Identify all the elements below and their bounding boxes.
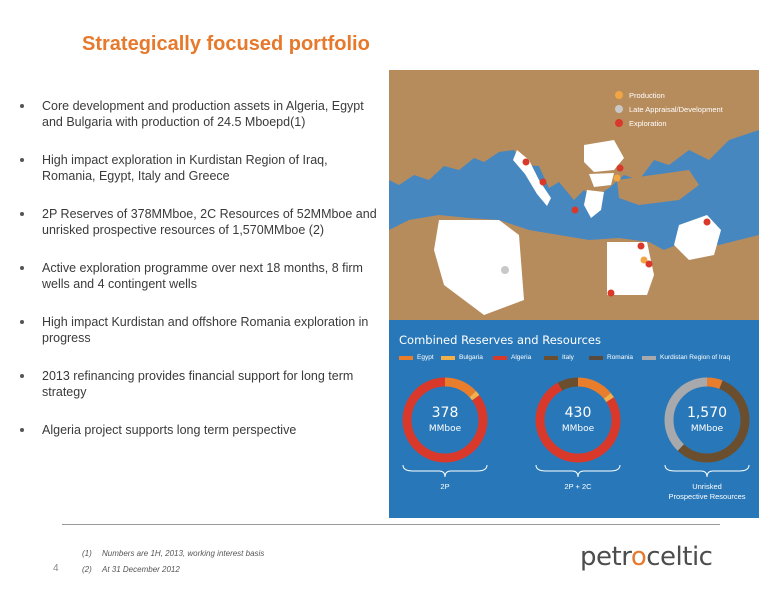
footnote — [82, 546, 264, 562]
legend-label: Egypt — [417, 354, 434, 361]
brace-2p-2c — [536, 465, 620, 477]
exploration-marker — [540, 179, 547, 186]
bullet-item — [20, 206, 382, 260]
bullet-text: Active exploration programme over next 18 months, 8 firm wells and 4 contingent wells — [42, 261, 363, 291]
egypt-highlight — [607, 242, 654, 295]
bullet-text: 2013 refinancing provides financial support for long term strategy — [42, 369, 354, 399]
legend-swatch — [642, 356, 656, 360]
appraisal-swatch — [615, 105, 623, 113]
legend-item-egypt — [399, 354, 434, 361]
legend-exploration — [615, 116, 723, 130]
donut-label-line: 2P + 2C — [564, 482, 592, 491]
bullet-dot — [20, 104, 24, 108]
bullet-item — [20, 152, 382, 206]
production-swatch — [615, 91, 623, 99]
logo-text: petr — [580, 542, 631, 572]
donut-value-block — [400, 405, 490, 434]
reserves-title: Combined Reserves and Resources — [399, 333, 601, 347]
donut-label-prospective — [652, 482, 762, 502]
mediterranean-map — [389, 70, 759, 320]
footnote-number: (1) — [82, 549, 92, 558]
bullet-dot — [20, 320, 24, 324]
reserves-section — [389, 320, 759, 518]
footnotes — [82, 546, 264, 578]
appraisal-marker — [501, 266, 509, 274]
bullet-text: Core development and production assets in Algeria, Egypt and Bulgaria with production of 24.5 Mboepd(1) — [42, 99, 364, 129]
bullet-dot — [20, 428, 24, 432]
footnote — [82, 562, 264, 578]
legend-label: Algeria — [511, 354, 532, 361]
legend-production — [615, 88, 723, 102]
donut-label-line: 2P — [440, 482, 450, 491]
donut-label-2p — [390, 482, 500, 492]
bullet-text: Algeria project supports long term perspective — [42, 423, 297, 437]
bullet-text: High impact Kurdistan and offshore Romania exploration in progress — [42, 315, 369, 345]
page-number: 4 — [53, 563, 59, 574]
legend-label: Bulgaria — [459, 354, 483, 361]
bullet-item — [20, 314, 382, 368]
legend-item-romania — [589, 354, 633, 361]
portfolio-panel — [389, 70, 759, 518]
bullet-text: 2P Reserves of 378MMboe, 2C Resources of 52MMboe and unrisked prospective resources of 1,570MMboe (2) — [42, 207, 377, 237]
exploration-marker — [523, 159, 530, 166]
petroceltic-logo — [580, 542, 712, 572]
bullet-dot — [20, 374, 24, 378]
legend-swatch — [493, 356, 507, 360]
footer-divider — [62, 524, 720, 525]
donut-unit: MMboe — [561, 424, 595, 434]
legend-item-kurdistan — [642, 354, 730, 361]
exploration-marker — [572, 207, 579, 214]
exploration-marker — [704, 219, 711, 226]
legend-swatch — [441, 356, 455, 360]
legend-label: Production — [629, 90, 665, 100]
exploration-marker — [638, 243, 645, 250]
donut-unit: MMboe — [690, 424, 724, 434]
map-legend — [615, 88, 723, 130]
footnote-number: (2) — [82, 565, 92, 574]
donut-2p-2c — [533, 375, 623, 465]
production-marker — [614, 175, 621, 182]
legend-label: Kurdistan Region of Iraq — [660, 354, 731, 361]
bullet-text: High impact exploration in Kurdistan Region of Iraq, Romania, Egypt, Italy and Greece — [42, 153, 328, 183]
legend-item-algeria — [493, 354, 531, 361]
donut-value-block — [533, 405, 623, 434]
bullet-item — [20, 260, 382, 314]
brace-prospective — [665, 465, 749, 477]
legend-appraisal — [615, 102, 723, 116]
exploration-marker — [646, 261, 653, 268]
brace-lines — [389, 463, 759, 483]
legend-item-bulgaria — [441, 354, 483, 361]
bullet-item — [20, 368, 382, 422]
logo-o-mark: o — [630, 542, 647, 572]
legend-label: Italy — [562, 354, 574, 361]
footnote-text: Numbers are 1H, 2013, working interest basis — [102, 549, 265, 558]
exploration-marker — [617, 165, 624, 172]
bullet-item — [20, 422, 382, 476]
donut-label-2p-2c — [523, 482, 633, 492]
bullet-dot — [20, 212, 24, 216]
donut-label-line: Unrisked — [692, 482, 722, 491]
bullet-dot — [20, 158, 24, 162]
brace-2p — [403, 465, 487, 477]
legend-swatch — [589, 356, 603, 360]
legend-swatch — [399, 356, 413, 360]
donut-2p — [400, 375, 490, 465]
legend-label: Late Appraisal/Development — [629, 104, 723, 114]
legend-label: Romania — [607, 354, 634, 361]
legend-swatch — [544, 356, 558, 360]
donut-prospective — [662, 375, 752, 465]
exploration-swatch — [615, 119, 623, 127]
page-title: Strategically focused portfolio — [82, 33, 370, 55]
donut-label-line: Prospective Resources — [668, 492, 746, 501]
logo-text: celtic — [646, 542, 713, 572]
exploration-marker — [608, 290, 615, 297]
donut-value: 378 — [431, 405, 459, 421]
donut-value: 430 — [564, 405, 592, 421]
reserves-legend — [399, 354, 759, 364]
donut-value: 1,570 — [686, 405, 728, 421]
bullet-dot — [20, 266, 24, 270]
footnote-text: At 31 December 2012 — [102, 565, 180, 574]
bullet-list — [20, 98, 382, 476]
legend-item-italy — [544, 354, 574, 361]
donut-unit: MMboe — [428, 424, 462, 434]
bullet-item — [20, 98, 382, 152]
legend-label: Exploration — [629, 118, 667, 128]
donut-value-block — [662, 405, 752, 434]
